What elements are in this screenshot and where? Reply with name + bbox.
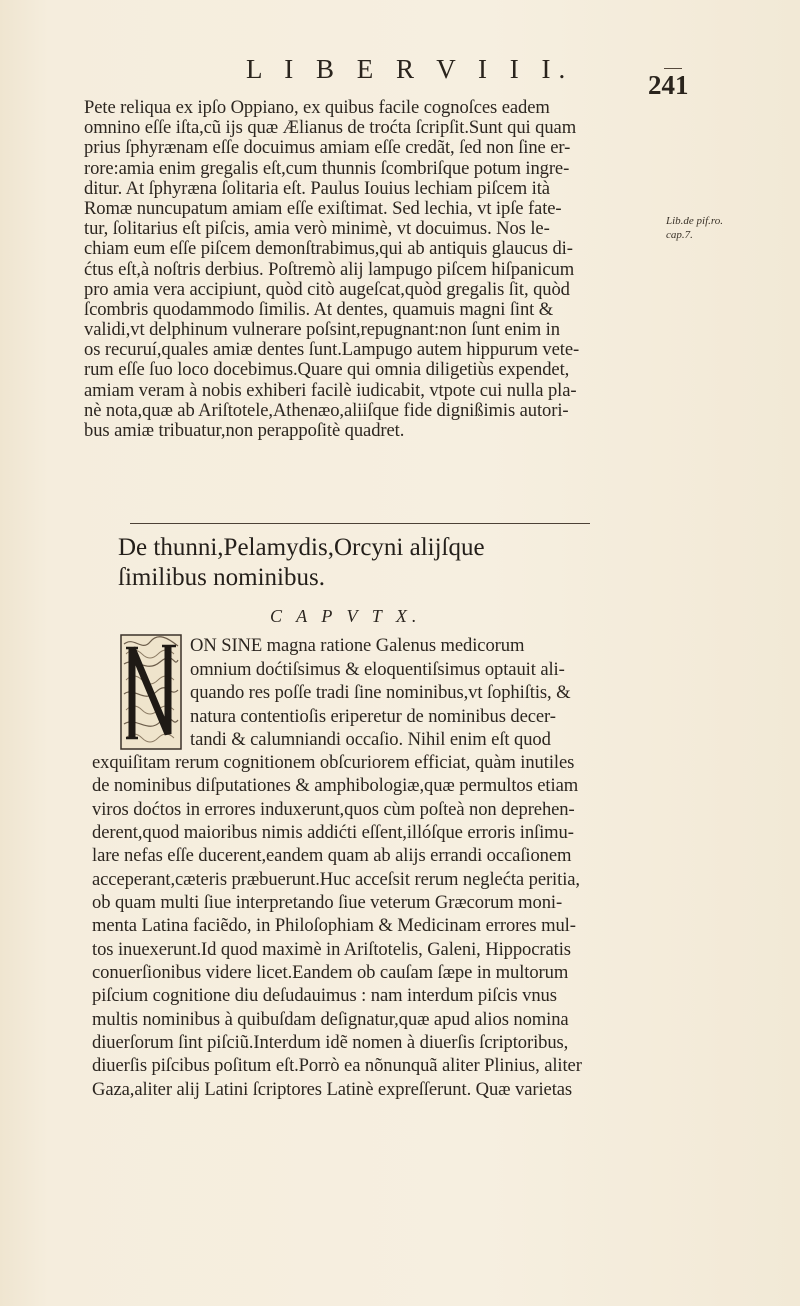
text-line: pro amia vera accipiunt, quòd citò augeſcat,quòd gregalis ſit, quòd bbox=[84, 278, 570, 300]
text-line: nè nota,quæ ab Ariſtotele,Athenæo,aliiſque fide dignißimis autori- bbox=[84, 399, 569, 421]
text-line: diuerſis piſcibus poſitum eſt.Porrò ea nõnunquã aliter Plinius, aliter bbox=[92, 1055, 582, 1077]
text-line: piſcium cognitione diu deſudauimus : nam interdum piſcis vnus bbox=[92, 985, 557, 1007]
text-line: ditur. At ſphyræna ſolitaria eſt. Paulus Iouius lechiam piſcem ità bbox=[84, 177, 550, 199]
text-line: rum eſſe ſuo loco docebimus.Quare qui omnia diligetiùs expendet, bbox=[84, 359, 570, 381]
text-line: prius ſphyrænam eſſe docuimus amiam eſſe credãt, ſed non ſine er- bbox=[84, 137, 571, 159]
text-line: menta Latina faciẽdo, in Philoſophiam & Medicinam errores mul- bbox=[92, 915, 576, 937]
text-line: lare nefas eſſe ducerent,eandem quam ab alijs errandi occaſionem bbox=[92, 845, 572, 867]
text-line: natura contentioſis eriperetur de nominibus decer- bbox=[190, 705, 556, 727]
heading-line: De thunni,Pelamydis,Orcyni alijſque bbox=[118, 534, 485, 561]
text-line: tandi & calumniandi occaſio. Nihil enim eſt quod bbox=[190, 729, 551, 750]
paragraph-2-body bbox=[92, 751, 662, 1101]
text-line: amiam veram à nobis exhiberi facilè iudicabit, vtpote cui nulla pla- bbox=[84, 379, 577, 401]
text-line: exquiſitam rerum cognitionem obſcuriorem efficiat, quàm inutiles bbox=[92, 752, 575, 773]
text-line: ſcombris quodammodo ſimilis. At dentes, quamuis magni ſint & bbox=[84, 298, 554, 320]
decorated-initial-N-icon bbox=[120, 634, 182, 750]
text-line: tos inuexerunt.Id quod maximè in Ariſtotelis, Galeni, Hippocratis bbox=[92, 938, 571, 960]
text-line: Pete reliqua ex ipſo Oppiano, ex quibus facile cognoſces eadem bbox=[84, 97, 550, 118]
text-line: rore:amia enim gregalis eſt,cum thunnis ſcombriſque potum ingre- bbox=[84, 157, 570, 179]
text-line: validi,vt delphinum vulnerare poſsint,repugnant:non ſunt enim in bbox=[84, 319, 560, 341]
text-line: multis nominibus à quibuſdam deſignatur,quæ apud alios nomina bbox=[92, 1008, 569, 1030]
text-line: Gaza,aliter alij Latini ſcriptores Latinè expreſſerunt. Quæ varietas bbox=[92, 1078, 573, 1100]
text-line: viros doćtos in errores induxerunt,quos cùm poſteà non deprehen- bbox=[92, 798, 575, 820]
paragraph-2-opening bbox=[190, 634, 662, 752]
folio-mark bbox=[664, 68, 682, 69]
heading-line: ſimilibus nominibus. bbox=[118, 564, 325, 591]
text-line: ON SINE magna ratione Galenus medicorum bbox=[190, 635, 525, 656]
paragraph-1 bbox=[84, 98, 664, 441]
text-line: diuerſorum ſint piſciũ.Interdum idẽ nomen à diuerſis ſcriptoribus, bbox=[92, 1032, 569, 1054]
marginal-note-line: Lib.de pif.ro. bbox=[666, 215, 724, 227]
text-line: tur, ſolitarius eſt piſcis, amia verò minimè, vt docuimus. Nos le- bbox=[84, 218, 550, 240]
section-heading bbox=[118, 533, 638, 593]
marginal-note-line: cap.7. bbox=[666, 229, 693, 241]
text-line: derent,quod maioribus nimis addićti eſſent,illóſque erroris inſimu- bbox=[92, 822, 574, 844]
marginal-note bbox=[666, 214, 746, 242]
text-line: ćtus eſt,à noſtris derbius. Poſtremò alij lampugo piſcem hiſpanicum bbox=[84, 258, 575, 280]
text-line: bus amiæ tribuatur,non perappoſitè quadret. bbox=[84, 420, 405, 441]
text-line: de nominibus diſputationes & amphibologiæ,quæ permultos etiam bbox=[92, 775, 579, 797]
running-head: L I B E R V I I I. bbox=[246, 54, 574, 84]
text-line: conuerſionibus videre licet.Eandem ob cauſam ſæpe in multorum bbox=[92, 962, 569, 984]
page-number: 241 bbox=[648, 70, 689, 100]
chapter-label: C A P V T X. bbox=[270, 606, 422, 626]
text-line: omnino eſſe iſta,cũ ijs quæ Ælianus de troćta ſcripſit.Sunt qui quam bbox=[84, 117, 577, 139]
text-line: quando res poſſe tradi ſine nominibus,vt ſophiſtis, & bbox=[190, 682, 571, 703]
text-line: Romæ nuncupatum amiam eſſe exiſtimat. Sed lechia, vt ipſe fate- bbox=[84, 197, 562, 219]
text-line: acceperant,cæteris præbuerunt.Huc acceſsit rerum neglećta peritia, bbox=[92, 868, 580, 890]
text-line: os recuruí,quales amiæ dentes ſunt.Lampugo autem hippurum vete- bbox=[84, 339, 580, 361]
text-line: ob quam multi ſiue interpretando ſiue veterum Græcorum moni- bbox=[92, 892, 563, 914]
text-line: chiam eum eſſe piſcem demonſtrabimus,qui ab antiquis glaucus di- bbox=[84, 238, 573, 260]
section-rule bbox=[130, 523, 590, 524]
text-line: omnium doćtiſsimus & eloquentiſsimus optauit ali- bbox=[190, 658, 565, 680]
